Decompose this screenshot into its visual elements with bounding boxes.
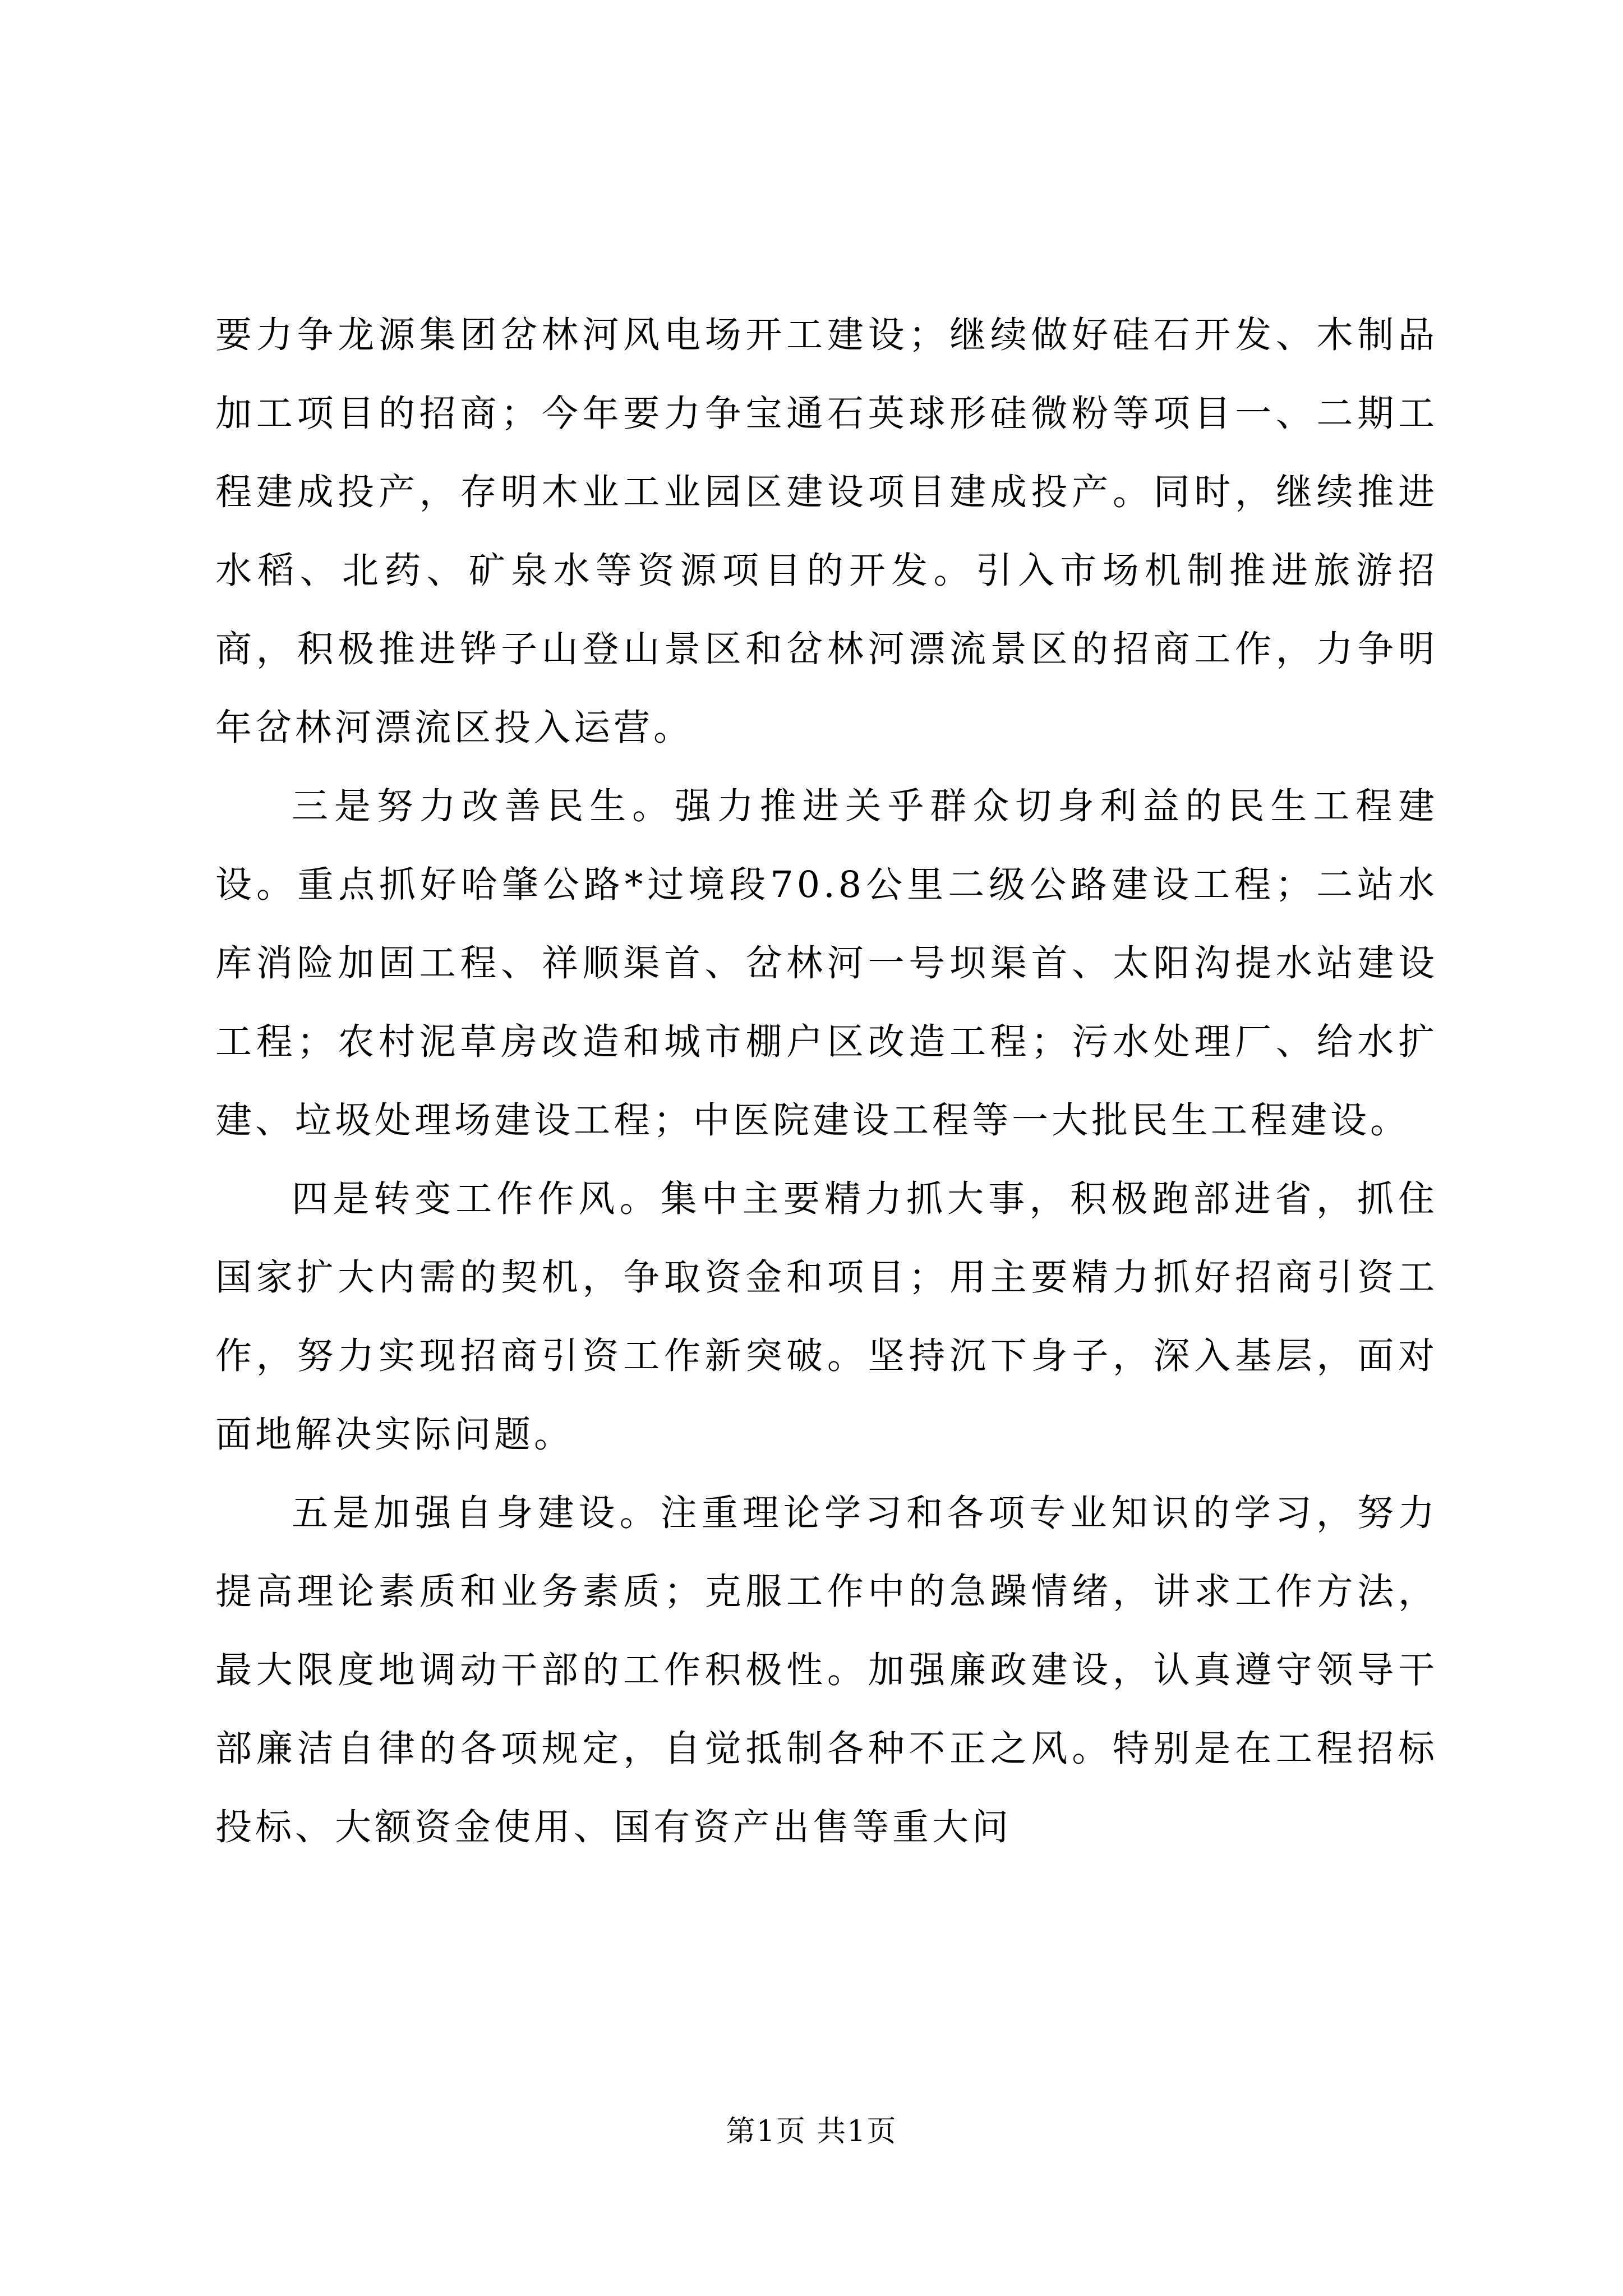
paragraph-1: 要力争龙源集团岔林河风电场开工建设；继续做好硅石开发、木制品加工项目的招商；今年要力争宝通石英球形硅微粉等项目一、二期工程建成投产，存明木业工业园区建设项目建成投产。同时，继续推进水稻、北药、矿泉水等资源项目的开发。引入市场机制推进旅游招商，积极推进铧子山登山景区和岔林河漂流景区的招商工作，力争明年岔林河漂流区投入运营。 [215,314,1438,749]
paragraph-2: 三是努力改善民生。强力推进关乎群众切身利益的民生工程建设。重点抓好哈肇公路*过境段70.8公里二级公路建设工程；二站水库消险加固工程、祥顺渠首、岔林河一号坝渠首、太阳沟提水站建设工程；农村泥草房改造和城市棚户区改造工程；污水处理厂、给水扩建、垃圾处理场建设工程；中医院建设工程等一大批民生工程建设。 [215,785,1438,1142]
page-footer: 第1页 共1页 [726,2115,897,2148]
paragraph-4: 五是加强自身建设。注重理论学习和各项专业知识的学习，努力提高理论素质和业务素质；克服工作中的急躁情绪，讲求工作方法，最大限度地调动干部的工作积极性。加强廉政建设，认真遵守领导干部廉洁自律的各项规定，自觉抵制各种不正之风。特别是在工程招标投标、大额资金使用、国有资产出售等重大问 [215,1492,1438,1848]
paragraph-3: 四是转变工作作风。集中主要精力抓大事，积极跑部进省，抓住国家扩大内需的契机，争取资金和项目；用主要精力抓好招商引资工作，努力实现招商引资工作新突破。坚持沉下身子，深入基层，面对面地解决实际问题。 [215,1178,1438,1456]
document-body [215,296,1438,1867]
